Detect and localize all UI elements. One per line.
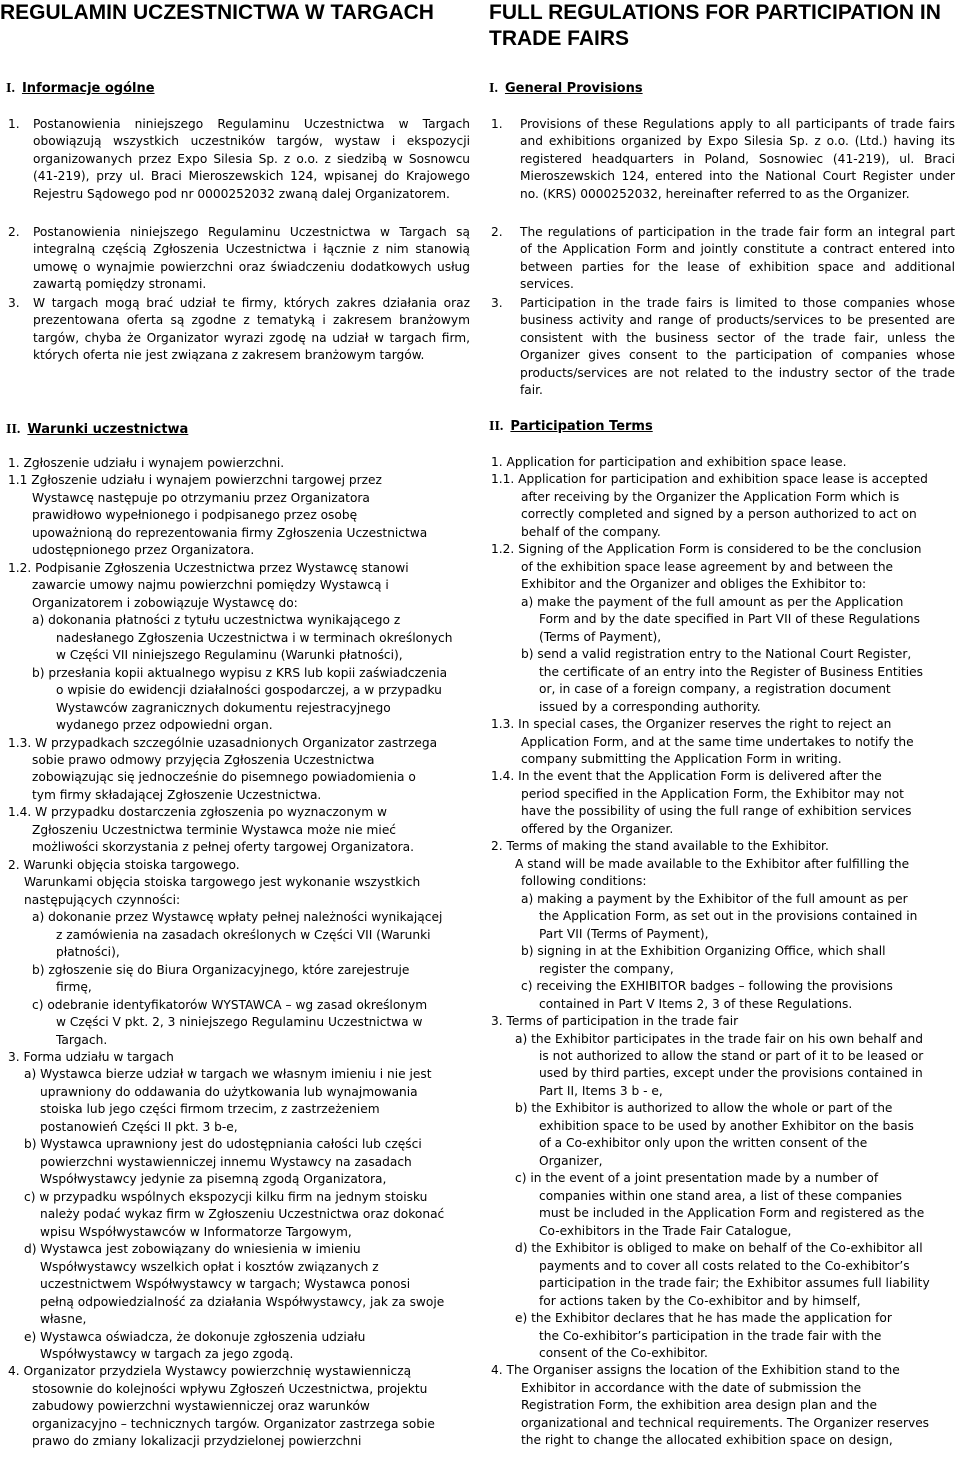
text-line: o wpisie do ewidencji działalności gospodarczej, a w przypadku	[56, 683, 442, 698]
text-line: pełną odpowiedzialność za działania Współwystawcy, jak za swoje	[40, 1294, 445, 1309]
text-line: Exhibitor in accordance with the date of submission the	[521, 1380, 862, 1395]
text-line: upoważnioną do reprezentowania firmy Zgłoszenia Uczestnictwa	[32, 525, 428, 540]
text-line: a) the Exhibitor participates in the trade fair on his own behalf and	[515, 1031, 923, 1046]
text-line: offered by the Organizer.	[521, 821, 674, 836]
english-title: FULL REGULATIONS FOR PARTICIPATION IN TRADE FAIRS	[489, 1, 941, 50]
text-line: for actions taken by the Co-exhibitor and by himself,	[539, 1293, 861, 1308]
text-line: postanowień Części II pkt. 3 b-e,	[40, 1119, 238, 1134]
text-line: 1.4. In the event that the Application Form is delivered after the	[491, 769, 882, 784]
text-line: participation in the trade fair; the Exhibitor assumes full liability	[539, 1276, 930, 1291]
text-line: powierzchni wystawienniczej innemu Wystawcy na zasadach	[40, 1154, 412, 1169]
text-line: b) signing in at the Exhibition Organizing Office, which shall	[521, 944, 886, 959]
item-number: 2.	[8, 225, 20, 239]
text-line: of a Co-exhibitor only upon the written consent of the	[539, 1136, 868, 1151]
text-line: zabudowy powierzchni wystawienniczej oraz warunków	[32, 1399, 370, 1414]
text-line: 1. Application for participation and exhibition space lease.	[491, 455, 847, 469]
text-line: register the company,	[539, 961, 674, 976]
text-line: 1.2. Podpisanie Zgłoszenia Uczestnictwa przez Wystawcę stanowi	[8, 560, 409, 575]
list-item	[8, 116, 470, 220]
polish-title: REGULAMIN UCZESTNICTWA W TARGACH	[0, 1, 434, 24]
text-line: Warunkami objęcia stoiska targowego jest wykonanie wszystkich	[24, 875, 421, 890]
text-line: contained in Part V Items 2, 3 of these Regulations.	[539, 996, 853, 1011]
text-line: Part VII (Terms of Payment),	[539, 926, 709, 941]
text-line: z zamówienia na zasadach określonych w Części VII (Warunki	[56, 927, 431, 942]
text-line: 4. The Organiser assigns the location of the Exhibition stand to the	[491, 1363, 900, 1378]
section-title: Participation Terms	[510, 419, 653, 434]
text-line: 3. Terms of participation in the trade fair	[491, 1014, 739, 1029]
text-line: behalf of the company.	[521, 524, 661, 539]
text-line: the Application Form, as set out in the provisions contained in	[539, 909, 918, 924]
text-line: własne,	[40, 1312, 87, 1327]
text-line: wpisu Współwystawców w Informatorze Targowym,	[40, 1224, 352, 1239]
list-item	[8, 295, 470, 387]
text-line: issued by a corresponding authority.	[539, 699, 761, 714]
item-number: 1.	[491, 117, 503, 131]
text-line: used by third parties, except under the provisions contained in	[539, 1066, 923, 1081]
text-line: companies within one stand area, a list of these companies	[539, 1188, 902, 1203]
text-line: or, in case of a foreign company, a registration document	[539, 682, 891, 697]
text-line: Współwystawcy wszelkich opłat i kosztów związanych z	[40, 1259, 379, 1274]
polish-section-2-heading	[6, 421, 188, 439]
section-number: I.	[489, 81, 498, 96]
text-line: Targach.	[56, 1032, 108, 1047]
item-text: Postanowienia niniejszego Regulaminu Uczestnictwa w Targach są integralną częścią Zgłoszenia Uczestnictwa i łącznie z nim stanowią umowę o wynajmie powierzchni oraz świadczeniu dodatkowych usług zawartą pomiędzy stronami.	[33, 225, 470, 292]
text-line: tym firmy składającej Zgłoszenie Uczestnictwa.	[32, 787, 322, 802]
text-line: A stand will be made available to the Exhibitor after fulfilling the	[515, 856, 910, 871]
text-line: wydanego przez odpowiedni organ.	[56, 718, 273, 733]
text-line: organizacyjno – technicznych targów. Organizator zastrzega sobie	[32, 1416, 435, 1431]
text-line: the Co-exhibitor’s participation in the trade fair with the	[539, 1328, 882, 1343]
text-line: 1.2. Signing of the Application Form is considered to be the conclusion	[491, 542, 922, 557]
text-line: e) Wystawca oświadcza, że dokonuje zgłoszenia udziału	[24, 1329, 366, 1344]
section-number: I.	[6, 81, 15, 96]
text-line: correctly completed and signed by a person authorized to act on	[521, 507, 917, 522]
list-item	[8, 224, 470, 296]
text-line: 1.3. In special cases, the Organizer reserves the right to reject an	[491, 717, 892, 732]
item-text: Participation in the trade fairs is limited to those companies whose business activity and range of products/services to be presented are consistent with the business sector of the trade fair, unless the Organizer gives consent to the participation of companies whose products/services are not related to the industry sector of the trade fair.	[520, 296, 955, 398]
english-section-1-heading	[489, 80, 643, 98]
section-title: General Provisions	[504, 81, 643, 96]
text-line: stoiska lub jego części firmom trzecim, z zastrzeżeniem	[40, 1102, 380, 1117]
text-line: is not authorized to allow the stand or part of it to be leased or	[539, 1048, 924, 1063]
text-line: b) Wystawca uprawniony jest do udostępniania całości lub części	[24, 1137, 422, 1152]
text-line: w Części VII niniejszego Regulaminu (Warunki płatności),	[56, 648, 403, 663]
text-line: d) Wystawca jest zobowiązany do wniesienia w imieniu	[24, 1242, 361, 1257]
text-line: the right to change the allocated exhibition space on design,	[521, 1433, 893, 1448]
text-line: c) in the event of a joint presentation made by a number of	[515, 1171, 879, 1186]
text-line: 1.4. W przypadku dostarczenia zgłoszenia po wyznaczonym w	[8, 805, 388, 820]
text-line: a) make the payment of the full amount as per the Application	[521, 594, 904, 609]
text-line: payments and to cover all costs related to the Co-exhibitor’s	[539, 1258, 910, 1273]
text-line: b) przesłania kopii aktualnego wypisu z KRS lub kopii zaświadczenia	[32, 665, 448, 680]
text-line: 1.1. Application for participation and exhibition space lease is accepted	[491, 472, 928, 487]
list-item	[491, 224, 955, 296]
item-number: 3.	[8, 296, 20, 310]
text-line: 2. Warunki objęcia stoiska targowego.	[8, 857, 240, 872]
text-line: należy podać wykaz firm w Zgłoszeniu Uczestnictwa oraz dokonać	[40, 1207, 445, 1222]
text-line: prawo do zmiany lokalizacji przydzielonej powierzchni	[32, 1434, 362, 1449]
polish-section-1-heading	[6, 80, 155, 98]
text-line: w Części V pkt. 2, 3 niniejszego Regulaminu Uczestnictwa w	[56, 1015, 423, 1030]
english-section-2-heading	[489, 418, 653, 436]
text-line: after receiving by the Organizer the Application Form which is	[521, 489, 900, 504]
text-line: a) Wystawca bierze udział w targach we własnym imieniu i nie jest	[24, 1067, 432, 1082]
item-text: Provisions of these Regulations apply to all participants of trade fairs and exhibitions organized by Expo Silesia Sp. z o.o. (Ltd.) having its registered headquarters in Poland, Sosnowiec (41-219), ul. Braci Mieroszewskich 124, entered into the National Court Register under no. (KRS) 0000252032, hereinafter referred to as the Organizer.	[520, 117, 955, 201]
text-line: nadesłanego Zgłoszenia Uczestnictwa i w terminach określonych	[56, 630, 453, 645]
text-line: of the exhibition space lease agreement by and between the	[521, 559, 894, 574]
text-line: płatności),	[56, 945, 120, 960]
text-line: Co-exhibitors in the Trade Fair Catalogue,	[539, 1223, 792, 1238]
text-line: firmę,	[56, 980, 92, 995]
text-line: uprawniony do oddawania do użytkowania lub wynajmowania	[40, 1084, 418, 1099]
text-line: c) w przypadku wspólnych ekspozycji kilku firm na jednym stoisku	[24, 1189, 428, 1204]
text-line: 4. Organizator przydziela Wystawcy powierzchnię wystawienniczą	[8, 1364, 412, 1379]
text-line: exhibition space to be used by another Exhibitor on the basis	[539, 1118, 914, 1133]
item-text: The regulations of participation in the trade fair form an integral part of the Application Form and jointly constitute a contract entered into between parties for the lease of exhibition space and additional services.	[520, 225, 955, 292]
section-number: II.	[489, 419, 504, 434]
text-line: Form and by the date specified in Part VII of these Regulations	[539, 612, 920, 627]
text-line: (Terms of Payment),	[539, 629, 662, 644]
text-line: a) dokonanie przez Wystawcę wpłaty pełnej należności wynikającej	[32, 910, 443, 925]
item-text: W targach mogą brać udział te firmy, których zakres działania oraz prezentowana oferta są zgodne z tematyką i zakresem branżowym targów, chyba że Organizator wyrazi zgodę na udział w targach firm, których oferta nie jest związana z zakresem branżowym targów.	[33, 296, 470, 363]
text-line: Wystawcę następuje po otrzymaniu przez Organizatora	[32, 490, 370, 505]
text-line: d) the Exhibitor is obliged to make on behalf of the Co-exhibitor all	[515, 1241, 923, 1256]
text-line: stosownie do kolejności wpływu Zgłoszeń Uczestnictwa, projektu	[32, 1381, 428, 1396]
text-line: Zgłoszeniu Uczestnictwa terminie Wystawca może nie mieć	[32, 822, 397, 837]
section-title: Informacje ogólne	[21, 81, 155, 96]
section-title: Warunki uczestnictwa	[27, 422, 189, 437]
text-line: następujących czynności:	[24, 892, 181, 907]
text-line: b) zgłoszenie się do Biura Organizacyjnego, które zarejestruje	[32, 962, 410, 977]
text-line: e) the Exhibitor declares that he has made the application for	[515, 1311, 892, 1326]
text-line: period specified in the Application Form, the Exhibitor may not	[521, 786, 904, 801]
text-line: 3. Forma udziału w targach	[8, 1049, 174, 1064]
text-line: zobowiązując się jednocześnie do pisemnego powiadomienia o	[32, 770, 416, 785]
text-line: 1.3. W przypadkach szczególnie uzasadnionych Organizator zastrzega	[8, 735, 438, 750]
text-line: following conditions:	[521, 874, 647, 889]
text-line: 1. Zgłoszenie udziału i wynajem powierzchni.	[8, 456, 285, 470]
text-line: Współwystawcy jedynie za pisemną zgodą Organizatora,	[40, 1172, 387, 1187]
item-number: 3.	[491, 296, 503, 310]
text-line: a) making a payment by the Exhibitor of the full amount as per	[521, 891, 908, 906]
text-line: Współwystawcy w targach za jego zgodą.	[40, 1346, 294, 1361]
text-line: sobie prawo odmowy przyjęcia Zgłoszenia Uczestnictwa	[32, 752, 375, 767]
text-line: b) the Exhibitor is authorized to allow the whole or part of the	[515, 1101, 893, 1116]
text-line: c) receiving the EXHIBITOR badges – following the provisions	[521, 979, 893, 994]
text-line: Wystawców zagranicznych dokumentu rejestracyjnego	[56, 700, 391, 715]
text-line: 1.1 Zgłoszenie udziału i wynajem powierzchni targowej przez	[8, 473, 382, 488]
text-line: uczestnictwem Współwystawcy w targach; Wystawca ponosi	[40, 1277, 411, 1292]
list-item	[491, 295, 955, 405]
text-line: consent of the Co-exhibitor.	[539, 1345, 708, 1360]
text-line: Organizatorem i zobowiązuje Wystawcę do:	[32, 595, 298, 610]
text-line: must be included in the Application Form and registered as the	[539, 1206, 925, 1221]
text-line: Organizer,	[539, 1153, 603, 1168]
text-line: company submitting the Application Form in writing.	[521, 751, 842, 766]
text-line: prawidłowo wypełnionego i podpisanego przez osobę	[32, 508, 358, 523]
text-line: 2. Terms of making the stand available to the Exhibitor.	[491, 839, 829, 854]
text-line: Registration Form, the exhibition area design plan and the	[521, 1398, 877, 1413]
text-line: udostępnionego przez Organizatora.	[32, 543, 255, 558]
text-line: Exhibitor and the Organizer and obliges the Exhibitor to:	[521, 577, 867, 592]
list-item	[491, 116, 955, 220]
item-number: 2.	[491, 225, 503, 239]
text-line: możliwości skorzystania z pełnej oferty targowej Organizatora.	[32, 840, 415, 855]
text-line: have the possibility of using the full range of exhibition services	[521, 804, 912, 819]
text-line: organizational and technical requirements. The Organizer reserves	[521, 1415, 930, 1430]
text-line: c) odebranie identyfikatorów WYSTAWCA – wg zasad określonym	[32, 997, 428, 1012]
text-line: Part II, Items 3 b - e,	[539, 1083, 663, 1098]
item-text: Postanowienia niniejszego Regulaminu Uczestnictwa w Targach obowiązują wszystkich uczestników targów, wystaw i ekspozycji organizowanych przez Expo Silesia Sp. z o.o. z siedzibą w Sosnowcu (41-219), przy ul. Braci Mieroszewskich 124, wpisanej do Krajowego Rejestru Sądowego pod nr 0000252032 zwaną dalej Organizatorem.	[33, 117, 470, 201]
item-number: 1.	[8, 117, 20, 131]
text-line: Application Form, and at the same time undertakes to notify the	[521, 734, 914, 749]
text-line: the certificate of an entry into the Register of Business Entities	[539, 664, 924, 679]
text-line: b) send a valid registration entry to the National Court Register,	[521, 647, 912, 662]
text-line: zawarcie umowy najmu powierzchni pomiędzy Wystawcą i	[32, 578, 389, 593]
section-number: II.	[6, 422, 21, 437]
text-line: a) dokonania płatności z tytułu uczestnictwa wynikającego z	[32, 613, 401, 628]
